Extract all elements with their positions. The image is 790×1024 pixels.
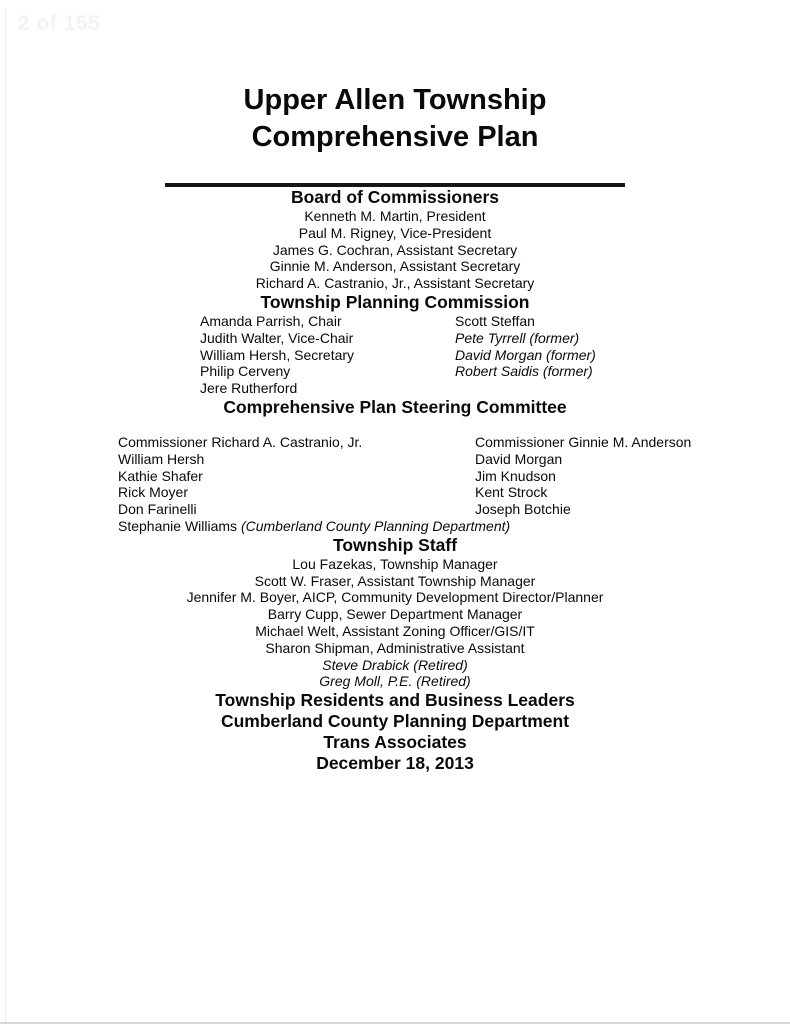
commission-member-former: Robert Saidis (former) xyxy=(455,363,593,380)
page-left-edge-line xyxy=(5,8,6,1024)
committee-member: Don Farinelli xyxy=(118,501,197,518)
closing-line-trans-associates: Trans Associates xyxy=(323,732,467,753)
staff-member: Michael Welt, Assistant Zoning Officer/GIS/IT xyxy=(255,622,535,639)
committee-member: William Hersh xyxy=(118,450,205,467)
steering-committee-footer xyxy=(0,518,790,535)
steering-committee-heading: Comprehensive Plan Steering Committee xyxy=(223,396,567,417)
committee-member: Jim Knudson xyxy=(475,467,556,484)
title-line-2: Comprehensive Plan xyxy=(251,121,539,153)
board-members xyxy=(0,208,790,292)
staff-member: Jennifer M. Boyer, AICP, Community Development Director/Planner xyxy=(186,589,604,606)
planning-commission-columns xyxy=(0,313,790,397)
committee-member: Kathie Shafer xyxy=(118,467,203,484)
planning-commission-right-column xyxy=(455,313,596,397)
board-member: Ginnie M. Anderson, Assistant Secretary xyxy=(269,258,521,275)
document-title xyxy=(0,0,790,156)
committee-member: Commissioner Richard A. Castranio, Jr. xyxy=(118,433,363,450)
staff-member: Barry Cupp, Sewer Department Manager xyxy=(267,606,523,623)
commission-member-former: David Morgan (former) xyxy=(455,346,596,363)
staff-member: Scott W. Fraser, Assistant Township Manager xyxy=(254,572,536,589)
township-staff-members xyxy=(0,556,790,690)
title-line-1: Upper Allen Township xyxy=(243,84,547,116)
commission-member-former: Pete Tyrrell (former) xyxy=(455,329,580,346)
commission-member: Scott Steffan xyxy=(455,312,535,329)
steering-committee-left-column xyxy=(118,434,475,518)
staff-member-retired: Greg Moll, P.E. (Retired) xyxy=(319,673,471,690)
planning-commission-left-column xyxy=(200,313,455,397)
committee-member-affiliation: (Cumberland County Planning Department) xyxy=(240,517,511,534)
planning-commission-heading: Township Planning Commission xyxy=(260,291,530,312)
committee-member: Joseph Botchie xyxy=(475,501,571,518)
committee-member: Stephanie Williams xyxy=(118,517,241,534)
board-member: Richard A. Castranio, Jr., Assistant Secretary xyxy=(255,275,535,292)
staff-member: Lou Fazekas, Township Manager xyxy=(292,555,498,572)
board-member: Kenneth M. Martin, President xyxy=(304,208,486,224)
commission-member: Amanda Parrish, Chair xyxy=(200,312,342,329)
steering-committee-right-column xyxy=(475,434,691,518)
commission-member: William Hersh, Secretary xyxy=(200,346,355,363)
board-member: James G. Cochran, Assistant Secretary xyxy=(272,241,518,258)
steering-committee-columns xyxy=(0,434,790,518)
closing-line-county-planning: Cumberland County Planning Department xyxy=(220,711,570,732)
commission-member: Judith Walter, Vice-Chair xyxy=(200,329,354,346)
board-heading: Board of Commissioners xyxy=(290,187,500,207)
staff-member-retired: Steve Drabick (Retired) xyxy=(322,656,468,673)
committee-member: Kent Strock xyxy=(475,484,548,501)
board-member: Paul M. Rigney, Vice-President xyxy=(298,224,492,241)
township-staff-heading: Township Staff xyxy=(332,534,458,555)
document-date: December 18, 2013 xyxy=(316,753,474,774)
commission-member: Jere Rutherford xyxy=(200,380,298,397)
page-indicator: 2 of 155 xyxy=(18,12,101,35)
committee-member: Rick Moyer xyxy=(118,484,189,501)
committee-member: David Morgan xyxy=(475,450,563,467)
committee-member: Commissioner Ginnie M. Anderson xyxy=(475,433,692,450)
closing-line-residents: Township Residents and Business Leaders xyxy=(215,690,575,711)
commission-member: Philip Cerveny xyxy=(200,363,291,380)
staff-member: Sharon Shipman, Administrative Assistant xyxy=(265,639,525,656)
